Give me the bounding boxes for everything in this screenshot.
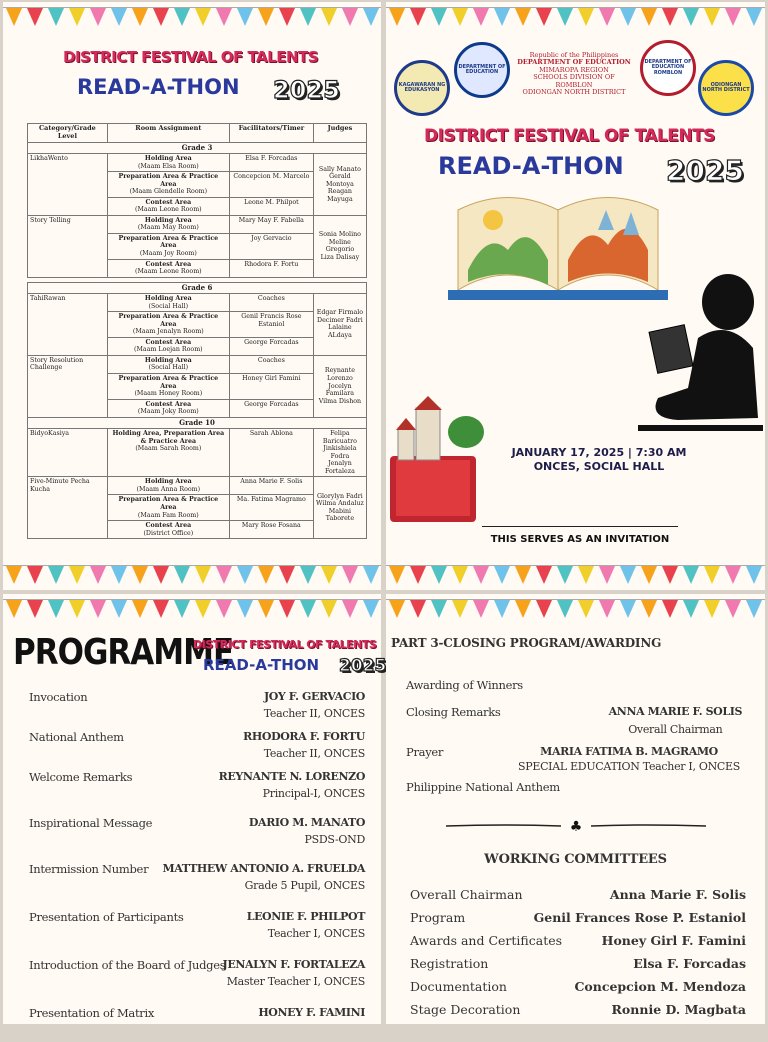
facilitator-cell: Joy Gervacio	[229, 233, 313, 259]
committee-row: Awards and Certificates Honey Girl F. Famini	[410, 933, 746, 948]
table-row	[28, 215, 367, 233]
programme-item: Presentation of Matrix HONEY F. FAMINI	[29, 1006, 365, 1020]
grade-row: Grade 3	[28, 142, 367, 153]
room-cell: Holding Area (Social Hall)	[107, 355, 229, 373]
facilitator-cell: George Forcadas	[229, 399, 313, 417]
agency-header: Republic of the Philippines DEPARTMENT OF EDUCATION MIMAROPA REGION SCHOOLS DIVISION OF ROMBLON ODIONGAN NORTH DISTRICT	[517, 51, 631, 97]
festival-title: DISTRICT FESTIVAL OF TALENTS	[193, 638, 377, 651]
bunting-decoration	[3, 594, 381, 624]
programme-item: Welcome Remarks REYNANTE N. LORENZO Principal-I, ONCES	[29, 770, 365, 800]
divider	[482, 526, 678, 527]
room-cell: Holding Area (Maam Elsa Room)	[107, 153, 229, 171]
schedule-panel	[3, 2, 381, 590]
facilitator-cell: George Forcadas	[229, 337, 313, 355]
room-cell: Preparation Area & Practice Area (Maam Jenalyn Room)	[107, 312, 229, 338]
programme-item: Invocation JOY F. GERVACIO Teacher II, ONCES	[29, 690, 365, 720]
facilitator-cell: Mary May F. Fabella	[229, 215, 313, 233]
programme-title: PROGRAMME	[13, 632, 234, 674]
facilitator-cell: Rhodora F. Fortu	[229, 259, 313, 277]
facilitator-cell: Mary Rose Fosana	[229, 521, 313, 539]
facilitator-cell: Coaches	[229, 355, 313, 373]
judges-cell: Reynante Lorenzo Jocelyn Familara Vilma Dishon	[313, 355, 366, 417]
svg-text:♣: ♣	[569, 819, 583, 835]
category-cell: TahiRawan	[28, 294, 108, 356]
room-cell: Contest Area (District Office)	[107, 521, 229, 539]
room-cell: Contest Area (Maam Leone Room)	[107, 197, 229, 215]
facilitator-cell: Leone M. Philpot	[229, 197, 313, 215]
table-row	[28, 294, 367, 312]
room-cell: Preparation Area & Practice Area (Maam Fam Room)	[107, 495, 229, 521]
facilitator-cell: Anna Marie F. Solis	[229, 477, 313, 495]
ornament-divider	[446, 818, 706, 834]
table-header-cell: Facilitators/Timer	[229, 124, 313, 143]
room-cell: Preparation Area & Practice Area (Maam Honey Room)	[107, 373, 229, 399]
room-cell: Contest Area (Maam Leone Room)	[107, 259, 229, 277]
judges-cell: Felipa Baricuatro Jinkishiela Fodra Jenalyn Fortaleza	[313, 429, 366, 477]
reading-child-silhouette	[638, 268, 763, 436]
programme-item: Presentation of Participants LEONIE F. PHILPOT Teacher I, ONCES	[29, 910, 365, 940]
table-header-row	[28, 124, 367, 143]
schedule-table	[27, 123, 367, 539]
table-row	[28, 355, 367, 373]
table-row	[28, 429, 367, 477]
room-cell: Contest Area (Maam Joky Room)	[107, 399, 229, 417]
room-cell: Holding Area (Maam Anna Room)	[107, 477, 229, 495]
prayer-row: Prayer MARIA FATIMA B. MAGRAMO SPECIAL EDUCATION Teacher I, ONCES	[406, 745, 740, 773]
bunting-decoration	[386, 594, 765, 624]
facilitator-cell: Genil Francis Rose Estaniol	[229, 312, 313, 338]
committee-row: Documentation Concepcion M. Mendoza	[410, 979, 746, 994]
committees-title: WORKING COMMITTEES	[484, 852, 667, 867]
event-venue: ONCES, SOCIAL HALL	[533, 459, 665, 473]
room-cell: Holding Area (Social Hall)	[107, 294, 229, 312]
event-schedule	[506, 446, 692, 474]
programme-panel	[3, 594, 387, 1024]
table-row	[28, 153, 367, 171]
bunting-decoration	[3, 560, 381, 590]
facilitator-cell: Honey Girl Famini	[229, 373, 313, 399]
bunting-decoration	[3, 2, 381, 32]
festival-title: DISTRICT FESTIVAL OF TALENTS	[424, 126, 715, 146]
event-date: JANUARY 17, 2025 | 7:30 AM	[511, 446, 687, 459]
category-cell: Five-Minute Pecha Kucha	[28, 477, 108, 539]
judges-cell: Edgar Firmalo Decimer Fadri Lalaine ALdaya	[313, 294, 366, 356]
facilitator-cell: Sarah Ablona	[229, 429, 313, 477]
judges-cell: Sally Manato Gerald Montoya Reagan Mayuga	[313, 153, 366, 215]
category-cell: Story Resolution Challenge	[28, 355, 108, 417]
table-header-cell: Category/Grade Level	[28, 124, 108, 143]
bunting-decoration	[386, 2, 765, 32]
category-cell: LikhaWento	[28, 153, 108, 215]
programme-item: Inspirational Message DARIO M. MANATO PSDS-OND	[29, 816, 365, 846]
programme-item: National Anthem RHODORA F. FORTU Teacher II, ONCES	[29, 730, 365, 760]
year-label: 2025	[666, 154, 744, 187]
readathon-title: READ-A-THON	[203, 656, 320, 674]
committee-row: Stage Decoration Ronnie D. Magbata	[410, 1002, 746, 1017]
room-cell: Preparation Area & Practice Area (Maam Glendelle Room)	[107, 172, 229, 198]
committee-row: Program Genil Frances Rose P. Estaniol	[410, 910, 746, 925]
district-seal-logo: ODIONGAN NORTH DISTRICT	[698, 60, 754, 116]
facilitator-cell: Coaches	[229, 294, 313, 312]
category-cell: BidyoKasiya	[28, 429, 108, 477]
room-cell: Preparation Area & Practice Area (Maam Joy Room)	[107, 233, 229, 259]
division-seal-logo: DEPARTMENT OF EDUCATION ROMBLON	[640, 40, 696, 96]
judges-cell: Sonia Molino Meline Gregorio Liza Dalisay	[313, 215, 366, 277]
judges-cell: Glorylyn Fadri Wilma Andaluz Mabini Taborete	[313, 477, 366, 539]
grade-row: Grade 6	[28, 282, 367, 293]
closing-title: PART 3-CLOSING PROGRAM/AWARDING	[391, 636, 662, 650]
table-row	[28, 477, 367, 495]
invitation-note: THIS SERVES AS AN INVITATION	[490, 534, 670, 545]
facilitator-cell: Ma. Fatima Magramo	[229, 495, 313, 521]
open-book-illustration	[448, 190, 668, 312]
festival-title: DISTRICT FESTIVAL OF TALENTS	[63, 48, 319, 66]
year-label: 2025	[339, 656, 387, 676]
room-cell: Holding Area (Maam May Room)	[107, 215, 229, 233]
year-label: 2025	[273, 76, 340, 104]
category-cell: Story Telling	[28, 215, 108, 277]
table-header-cell: Room Assignment	[107, 124, 229, 143]
room-cell: Contest Area (Maam Loejan Room)	[107, 337, 229, 355]
facilitator-cell: Elsa F. Forcadas	[229, 153, 313, 171]
deped-logo: DEPARTMENT OF EDUCATION	[454, 42, 510, 98]
readathon-title: READ-A-THON	[77, 75, 240, 99]
deped-seal-logo: KAGAWARAN NG EDUKASYON	[394, 60, 450, 116]
closing-panel: PART 3-CLOSING PROGRAM/AWARDING Awarding of Winners Closing Remarks ANNA MARIE F. SOLIS Overall Chairman Prayer MARIA FATIMA B. MAGRAMO SPECIAL EDUCATION Teacher I, ONCES Philippine National Anthem ♣ WORKING COMMITTEES Overall Chairman Anna Marie F. Solis Program Genil Frances Rose P. Estaniol Awards and Certificates Honey Girl F. Famini Registration Elsa F. Forcadas Documentation Concepcion M. Mendoza Stage Decoration Ronnie D. Magbata	[386, 594, 765, 1024]
grade-row: Grade 10	[28, 417, 367, 428]
closing-remarks-row: Closing Remarks ANNA MARIE F. SOLIS Overall Chairman	[406, 705, 742, 736]
programme-item: Introduction of the Board of Judges JENALYN F. FORTALEZA Master Teacher I, ONCES	[29, 958, 365, 988]
programme-item: Intermission Number MATTHEW ANTONIO A. FRUELDA Grade 5 Pupil, ONCES	[29, 862, 365, 892]
committee-row: Registration Elsa F. Forcadas	[410, 956, 746, 971]
castle-book-illustration	[386, 398, 486, 526]
invitation-panel	[386, 2, 765, 590]
committee-row: Overall Chairman Anna Marie F. Solis	[410, 887, 746, 902]
table-header-cell: Judges	[313, 124, 366, 143]
bunting-decoration	[386, 560, 765, 590]
facilitator-cell: Concepcion M. Marcelo	[229, 172, 313, 198]
readathon-title: READ-A-THON	[438, 152, 624, 180]
room-cell: Holding Area, Preparation Area & Practice Area (Maam Sarah Room)	[107, 429, 229, 477]
